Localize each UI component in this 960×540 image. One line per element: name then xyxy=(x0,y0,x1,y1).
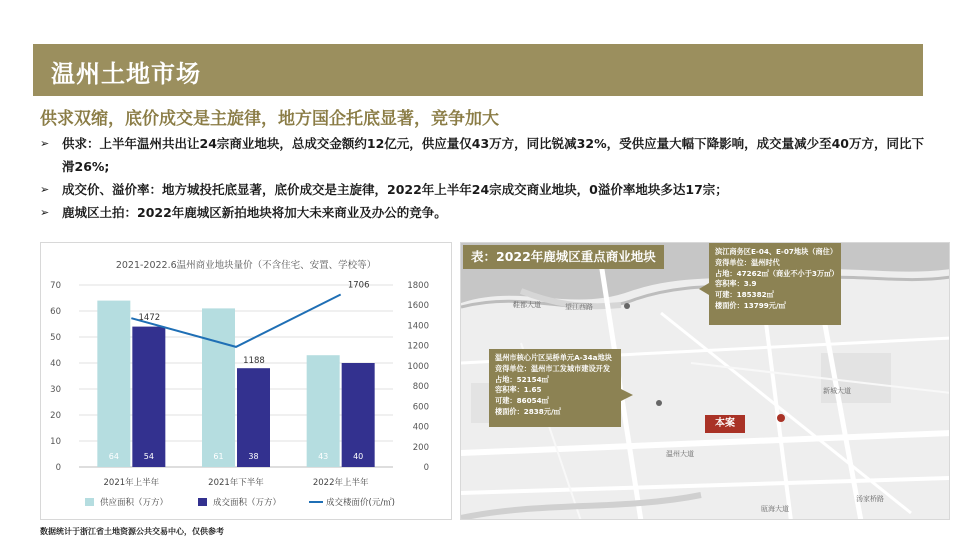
category-label: 2022年上半年 xyxy=(312,478,369,488)
combo-chart xyxy=(41,243,451,519)
legend-swatch xyxy=(198,498,207,506)
bar xyxy=(202,308,235,467)
callout-line: 滨江商务区E-04、E-07地块（商住） xyxy=(715,247,838,256)
callout-line: 容积率：3.9 xyxy=(715,279,757,289)
bar-value-label: 61 xyxy=(213,452,224,461)
place-label: 瓯海大道 xyxy=(761,505,789,513)
bullet-text: 供求：上半年温州共出让24宗商业地块，总成交金额约12亿元，供应量仅43万方，同比锐减32%，受供应量大幅下降影响，成交量减少至40万方，同比下滑26%; xyxy=(62,136,925,174)
chart-legend xyxy=(85,497,395,508)
bar xyxy=(307,355,340,467)
right-tick-label: 0 xyxy=(423,463,429,473)
category-labels xyxy=(104,477,369,488)
right-tick-label: 1400 xyxy=(407,321,429,332)
right-tick-label: 1200 xyxy=(407,341,429,352)
callout-line: 可建：86054㎡ xyxy=(495,396,549,406)
bullet-text: 鹿城区土拍：2022年鹿城区新拍地块将加大未来商业及办公的竞争。 xyxy=(62,205,447,220)
legend-swatch xyxy=(85,498,94,506)
map-title: 表：2022年鹿城区重点商业地块 xyxy=(463,245,664,269)
source-footnote: 数据统计于浙江省土地资源公共交易中心，仅供参考 xyxy=(40,527,224,536)
right-tick-label: 1800 xyxy=(407,281,429,291)
right-tick-label: 200 xyxy=(412,442,429,453)
chart-panel xyxy=(40,242,452,520)
line-value-label: 1472 xyxy=(138,313,161,324)
legend-label: 成交面积（万方） xyxy=(213,498,282,508)
bar-value-label: 40 xyxy=(353,452,364,461)
bullet-supply xyxy=(40,132,925,178)
bar xyxy=(132,327,165,467)
arrow-bullet-icon: ➢ xyxy=(40,137,50,150)
callout-binjiang xyxy=(709,243,841,325)
callout-wuqiao xyxy=(489,349,621,427)
map-panel xyxy=(460,242,950,520)
bullet-lucheng xyxy=(40,201,925,224)
chart-title: 2021-2022.6温州商业地块量价（不含住宅、安置、学校等） xyxy=(115,260,377,271)
callout-line: 楼面价：2838元/㎡ xyxy=(495,406,561,416)
right-tick-label: 1000 xyxy=(407,361,429,372)
line-value-label: 1188 xyxy=(243,355,265,366)
bullet-list xyxy=(40,132,925,224)
title-bar xyxy=(33,44,923,96)
left-tick-label: 70 xyxy=(50,281,61,291)
arrow-bullet-icon: ➢ xyxy=(40,206,50,219)
place-label: 鞋都大道 xyxy=(513,301,541,309)
legend-label: 成交楼面价(元/㎡) xyxy=(326,498,395,508)
bar-value-label: 54 xyxy=(143,452,154,461)
left-tick-label: 40 xyxy=(50,359,61,369)
right-tick-label: 600 xyxy=(412,402,429,413)
callout-line: 占地：52154㎡ xyxy=(495,374,549,384)
line-series xyxy=(131,281,369,366)
bar-series xyxy=(97,301,374,467)
left-tick-label: 0 xyxy=(55,463,61,473)
left-axis xyxy=(50,281,61,473)
place-label: 新城大道 xyxy=(823,387,851,395)
bullet-price xyxy=(40,178,925,201)
left-tick-label: 10 xyxy=(50,437,61,447)
callout-line: 可建：185382㎡ xyxy=(715,290,774,300)
right-tick-label: 800 xyxy=(412,382,429,393)
right-tick-label: 400 xyxy=(412,422,429,433)
callout-line: 温州市核心片区吴桥单元A-34a地块 xyxy=(495,353,612,362)
callout-line: 占地：47262㎡（商业不小于3万㎡） xyxy=(715,268,839,278)
place-label: 温州大道 xyxy=(666,450,694,458)
callout-line: 竞得单位：温州市工发城市建设开发 xyxy=(495,363,611,373)
right-axis xyxy=(407,281,429,473)
arrow-bullet-icon: ➢ xyxy=(40,183,50,196)
callout-line: 容积率：1.65 xyxy=(495,385,542,395)
bar-value-label: 43 xyxy=(318,452,329,461)
left-tick-label: 20 xyxy=(50,411,61,421)
place-label: 望江西路 xyxy=(565,303,593,311)
left-tick-label: 60 xyxy=(50,307,61,317)
left-tick-label: 30 xyxy=(50,385,61,395)
bar-value-label: 38 xyxy=(248,452,259,461)
project-badge: 本案 xyxy=(705,415,745,433)
bar-value-label: 64 xyxy=(108,452,119,461)
place-label: 汤家桥路 xyxy=(856,495,884,503)
callout-line: 竞得单位：温州时代 xyxy=(715,257,780,267)
category-label: 2021年下半年 xyxy=(208,478,264,488)
legend-label: 供应面积（万方） xyxy=(100,498,169,508)
bar xyxy=(97,301,130,467)
bullet-text: 成交价、溢价率：地方城投托底显著，底价成交是主旋律，2022年上半年24宗成交商业地块，0溢价率地块多达17宗； xyxy=(62,182,728,197)
page-title: 温州土地市场 xyxy=(51,60,201,88)
line-value-label: 1706 xyxy=(347,280,370,291)
left-tick-label: 50 xyxy=(50,333,61,343)
headline: 供求双缩，底价成交是主旋律，地方国企托底显著，竞争加大 xyxy=(40,109,499,129)
right-tick-label: 1600 xyxy=(407,301,429,312)
category-label: 2021年上半年 xyxy=(103,478,160,488)
callout-line: 楼面价：13799元/㎡ xyxy=(715,300,786,310)
